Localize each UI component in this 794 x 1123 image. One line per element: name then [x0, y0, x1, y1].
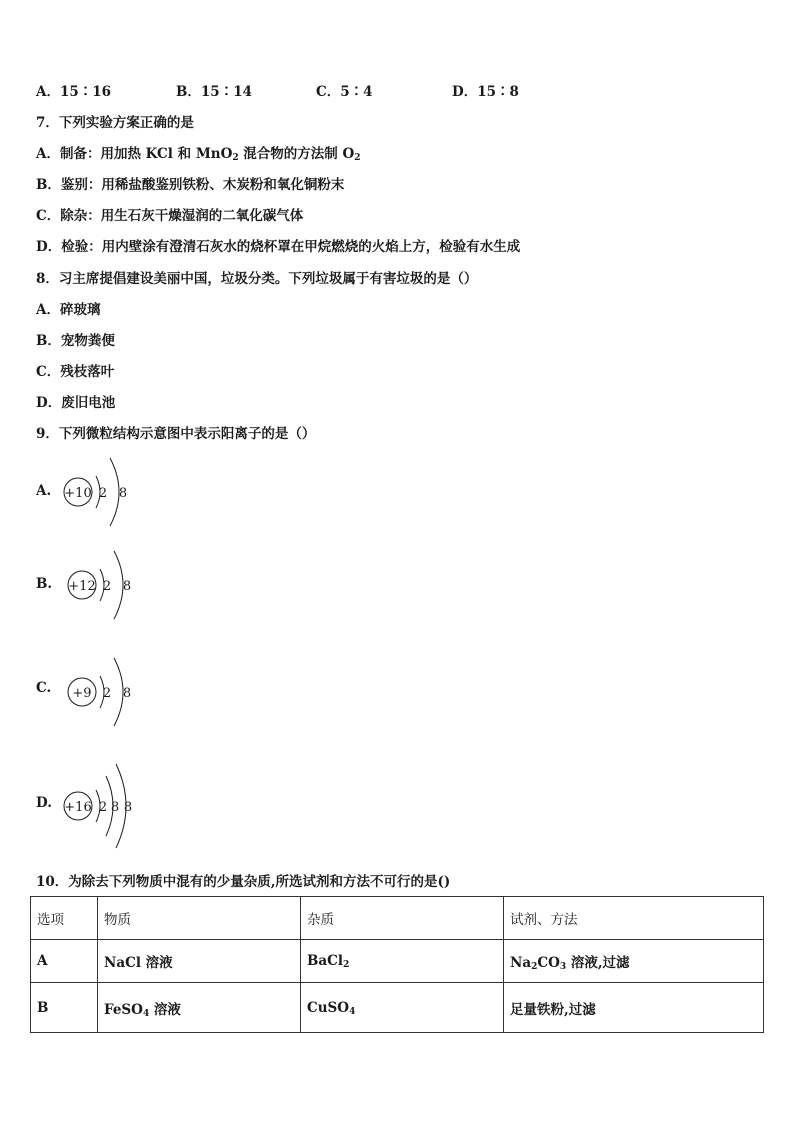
- shell-electrons-1: 2: [102, 686, 112, 701]
- q8-option-b: B．宠物粪便: [36, 333, 115, 349]
- atom-diagram-a: [62, 452, 142, 532]
- q7-option-c: C．除杂：用生石灰干燥湿润的二氧化碳气体: [36, 208, 304, 224]
- table-cell-impurity: CuSO$_4$: [301, 983, 504, 1033]
- shell-electrons-2: 8: [122, 686, 132, 701]
- q8-option-c: C．残枝落叶: [36, 364, 115, 380]
- q7-option-d: D．检验：用内壁涂有澄清石灰水的烧杯罩在甲烷燃烧的火焰上方，检验有水生成: [36, 239, 521, 255]
- nucleus-charge: +16: [64, 800, 92, 815]
- q7-stem: 7．下列实验方案正确的是: [36, 115, 194, 131]
- table-cell-substance: NaCl 溶液: [98, 940, 301, 983]
- q6-option-c: C．5∶4: [316, 84, 373, 100]
- shell-arc-2: [110, 458, 119, 526]
- shell-electrons-2: 8: [122, 579, 132, 594]
- q8-stem: 8．习主席提倡建设美丽中国，垃圾分类。下列垃圾属于有害垃圾的是（）: [36, 271, 478, 287]
- table-cell-substance: FeSO$_4$ 溶液: [98, 983, 301, 1033]
- shell-electrons-1: 2: [102, 579, 112, 594]
- q9-option-b-label: B.: [36, 576, 53, 592]
- table-header-cell: 试剂、方法: [504, 897, 764, 940]
- q9-option-a-label: A.: [36, 483, 52, 499]
- shell-arc-2: [114, 551, 123, 619]
- q7-option-b: B．鉴别：用稀盐酸鉴别铁粉、木炭粉和氧化铜粉末: [36, 177, 345, 193]
- q7-option-a: A．制备：用加热 KCl 和 MnO$_2$ 混合物的方法制 $O_2$: [36, 146, 361, 163]
- q8-option-d: D．废旧电池: [36, 395, 116, 411]
- q9-option-d-label: D.: [36, 795, 52, 811]
- table-header-cell: 杂质: [301, 897, 504, 940]
- q6-option-a: A．15∶16: [36, 84, 112, 100]
- table-cell-impurity: BaCl$_2$: [301, 940, 504, 983]
- atom-diagram-b: [66, 545, 146, 625]
- shell-electrons-2: 8: [110, 800, 120, 815]
- table-header-cell: 选项: [31, 897, 98, 940]
- q10-stem: 10．为除去下列物质中混有的少量杂质,所选试剂和方法不可行的是(): [36, 874, 451, 890]
- shell-electrons-3: 8: [123, 800, 133, 815]
- shell-arc-2: [114, 658, 123, 726]
- atom-diagram-d: [62, 762, 162, 852]
- q6-option-b: B．15∶14: [176, 84, 252, 100]
- nucleus-charge: +9: [72, 686, 92, 701]
- atom-diagram-c: [66, 652, 146, 732]
- table-header-cell: 物质: [98, 897, 301, 940]
- table-header-row: [31, 897, 764, 940]
- q9-stem: 9．下列微粒结构示意图中表示阳离子的是（）: [36, 426, 316, 442]
- q9-option-c-label: C.: [36, 680, 52, 696]
- nucleus-charge: +12: [68, 579, 96, 594]
- nucleus-charge: +10: [64, 486, 92, 501]
- shell-electrons-1: 2: [98, 800, 108, 815]
- q10-table: [30, 896, 764, 1033]
- q8-option-a: A．碎玻璃: [36, 302, 101, 318]
- table-cell-reagent: 足量铁粉,过滤: [504, 983, 764, 1033]
- q6-option-d: D．15∶8: [452, 84, 519, 100]
- table-cell-option: B: [31, 983, 98, 1033]
- shell-electrons-1: 2: [98, 486, 108, 501]
- table-row: [31, 983, 764, 1033]
- table-cell-reagent: $Na_2CO_3$ 溶液,过滤: [504, 940, 764, 983]
- table-row: [31, 940, 764, 983]
- shell-electrons-2: 8: [118, 486, 128, 501]
- table-cell-option: A: [31, 940, 98, 983]
